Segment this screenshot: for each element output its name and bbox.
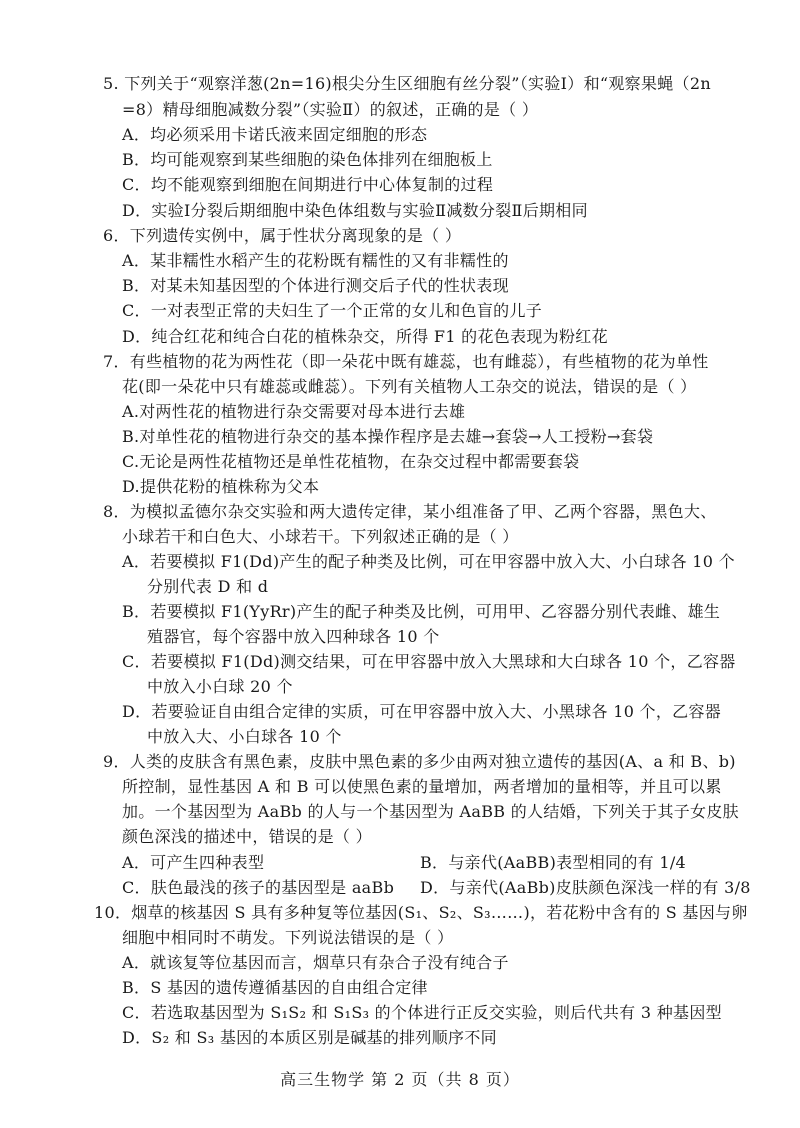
q8-option-c-line-1: C．若要模拟 F1(Dd)测交结果，可在甲容器中放入大黑球和大白球各 10 个，乙容器 — [122, 652, 736, 671]
q8-stem-line-2: 小球若干和白色大、小球若干。下列叙述正确的是（ ） — [122, 527, 519, 546]
q9-stem-line-1: 9．人类的皮肤含有黑色素，皮肤中黑色素的多少由两对独立遗传的基因(A、a 和 B、b) — [103, 752, 736, 771]
q9-stem-line-3: 加。一个基因型为 AaBb 的人与一个基因型为 AaBB 的人结婚，下列关于其子女皮肤 — [122, 802, 739, 821]
q5-option-d: D．实验Ⅰ分裂后期细胞中染色体组数与实验Ⅱ减数分裂Ⅱ后期相同 — [122, 201, 588, 220]
q8-stem-line-1: 8．为模拟孟德尔杂交实验和两大遗传定律，某小组准备了甲、乙两个容器，黑色大、 — [103, 502, 717, 521]
q9-option-c: C．肤色最浅的孩子的基因型是 aaBb — [122, 878, 395, 897]
q8-option-d-line-1: D．若要验证自由组合定律的实质，可在甲容器中放入大、小黑球各 10 个，乙容器 — [122, 702, 722, 721]
q9-stem-line-2: 所控制，显性基因 A 和 B 可以使黑色素的量增加，两者增加的量相等，并且可以累 — [122, 777, 722, 796]
q9-option-b: B．与亲代(AaBB)表型相同的有 1/4 — [420, 853, 686, 872]
q6-option-c: C．一对表型正常的夫妇生了一个正常的女儿和色盲的儿子 — [122, 301, 543, 320]
q9-option-d: D．与亲代(AaBb)皮肤颜色深浅一样的有 3/8 — [420, 878, 751, 897]
q5-stem-line-1: 5. 下列关于“观察洋葱(2n=16)根尖分生区细胞有丝分裂”（实验Ⅰ）和“观察果蝇（2n — [103, 74, 711, 93]
q7-stem-line-2: 花(即一朵花中只有雄蕊或雌蕊）。下列有关植物人工杂交的说法，错误的是（ ） — [122, 377, 697, 396]
q8-option-b-line-2: 殖器官，每个容器中放入四种球各 10 个 — [147, 627, 440, 646]
q6-stem-line-1: 6．下列遗传实例中，属于性状分离现象的是（ ） — [103, 226, 462, 245]
q10-option-a: A．就该复等位基因而言，烟草只有杂合子没有纯合子 — [122, 953, 509, 972]
q10-stem-line-2: 细胞中相同时不萌发。下列说法错误的是（ ） — [122, 928, 454, 947]
q9-option-a: A．可产生四种表型 — [122, 853, 265, 872]
q8-option-c-line-2: 中放入小白球 20 个 — [147, 677, 293, 696]
q7-option-b: B.对单性花的植物进行杂交的基本操作程序是去雄→套袋→人工授粉→套袋 — [122, 427, 654, 446]
q10-option-d: D．S₂ 和 S₃ 基因的本质区别是碱基的排列顺序不同 — [122, 1028, 497, 1047]
q7-option-c: C.无论是两性花植物还是单性花植物，在杂交过程中都需要套袋 — [122, 452, 580, 471]
q10-option-c: C．若选取基因型为 S₁S₂ 和 S₁S₃ 的个体进行正反交实验，则后代共有 3 种基因型 — [122, 1003, 722, 1022]
q7-stem-line-1: 7．有些植物的花为两性花（即一朵花中既有雄蕊，也有雌蕊），有些植物的花为单性 — [103, 352, 709, 371]
q5-option-b: B．均可能观察到某些细胞的染色体排列在细胞板上 — [122, 150, 493, 169]
q5-option-a: A．均必须采用卡诺氏液来固定细胞的形态 — [122, 125, 428, 144]
q6-option-a: A．某非糯性水稻产生的花粉既有糯性的又有非糯性的 — [122, 251, 509, 270]
q7-option-d: D.提供花粉的植株称为父本 — [122, 477, 320, 496]
page-footer: 高三生物学 第 2 页（共 8 页） — [280, 1070, 520, 1089]
q8-option-a-line-1: A．若要模拟 F1(Dd)产生的配子种类及比例，可在甲容器中放入大、小白球各 10 个 — [122, 552, 735, 571]
q10-option-b: B．S 基因的遗传遵循基因的自由组合定律 — [122, 978, 428, 997]
q8-option-d-line-2: 中放入大、小白球各 10 个 — [147, 727, 342, 746]
q10-stem-line-1: 10．烟草的核基因 S 具有多种复等位基因(S₁、S₂、S₃……)，若花粉中含有的 S 基因与卵 — [94, 903, 748, 922]
q9-stem-line-4: 颜色深浅的描述中，错误的是（ ） — [122, 827, 372, 846]
q8-option-b-line-1: B．若要模拟 F1(YyRr)产生的配子种类及比例，可用甲、乙容器分别代表雌、雄生 — [122, 602, 721, 621]
q6-option-b: B．对某未知基因型的个体进行测交后子代的性状表现 — [122, 276, 509, 295]
q5-stem-line-2: =8）精母细胞减数分裂”（实验Ⅱ）的叙述，正确的是（ ） — [122, 100, 539, 119]
q7-option-a: A.对两性花的植物进行杂交需要对母本进行去雄 — [122, 402, 466, 421]
q5-option-c: C．均不能观察到细胞在间期进行中心体复制的过程 — [122, 175, 494, 194]
q8-option-a-line-2: 分别代表 D 和 d — [147, 577, 269, 596]
q6-option-d: D．纯合红花和纯合白花的植株杂交，所得 F1 的花色表现为粉红花 — [122, 327, 608, 346]
